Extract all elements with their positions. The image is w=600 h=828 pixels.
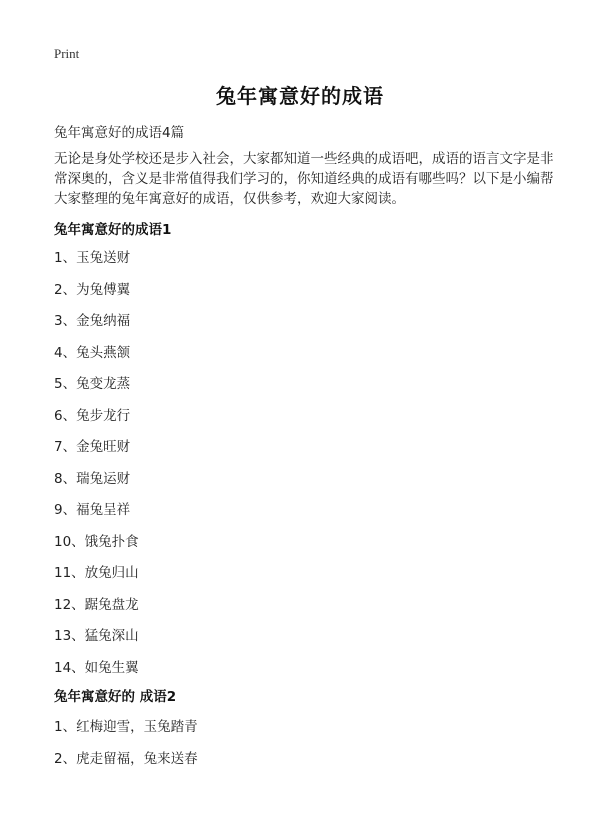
list-item: 13、猛兔深山 xyxy=(54,628,139,644)
list-item: 10、饿兔扑食 xyxy=(54,533,139,550)
section-heading-1: 兔年寓意好的成语1 xyxy=(54,222,172,238)
document-subtitle: 兔年寓意好的成语4篇 xyxy=(54,125,185,141)
list-item: 5、兔变龙蒸 xyxy=(54,376,131,392)
list-item: 2、为兔傅翼 xyxy=(54,281,131,298)
list-item: 12、踞兔盘龙 xyxy=(54,596,139,613)
list-item: 1、红梅迎雪，玉兔踏青 xyxy=(54,719,198,735)
list-item: 3、金兔纳福 xyxy=(54,313,131,329)
list-item: 6、兔步龙行 xyxy=(54,407,131,424)
list-item: 9、福兔呈祥 xyxy=(54,502,131,518)
intro-paragraph: 无论是身处学校还是步入社会，大家都知道一些经典的成语吧，成语的语言文字是非常深奥的，含义是非常值得我们学习的，你知道经典的成语有哪些吗？以下是小编帮大家整理的兔年寓意好的成语，仅供参考，欢迎大家阅读。 xyxy=(54,151,554,207)
document-title: 兔年寓意好的成语 xyxy=(216,84,384,108)
list-item: 14、如兔生翼 xyxy=(54,659,139,676)
idiom-list-2 xyxy=(54,717,198,780)
list-item: 4、兔头燕颔 xyxy=(54,344,131,361)
list-item: 7、金兔旺财 xyxy=(54,439,131,455)
idiom-list-1 xyxy=(54,248,139,689)
print-label[interactable]: Print xyxy=(54,46,80,61)
section-heading-2: 兔年寓意好的 成语2 xyxy=(54,689,177,705)
list-item: 8、瑞兔运财 xyxy=(54,470,131,487)
list-item: 11、放兔归山 xyxy=(54,565,139,581)
list-item: 1、玉兔送财 xyxy=(54,250,131,266)
list-item: 2、虎走留福，兔来送春 xyxy=(54,750,198,767)
